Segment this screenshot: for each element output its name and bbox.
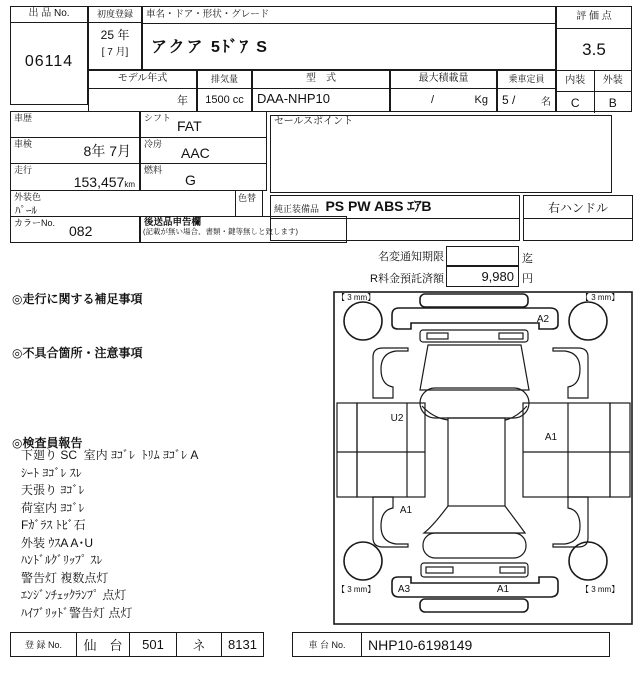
tire-note-front-right: 【 3 mm】 [581, 293, 620, 302]
mileage-unit: km [124, 180, 135, 189]
name-change-suffix: 迄 [522, 253, 533, 265]
payload-cell [390, 70, 497, 112]
color-no-label: カラーNo. [14, 218, 56, 228]
windshield [420, 345, 529, 390]
inspection-cell [10, 137, 140, 164]
inspector-line: 天張り ﾖｺﾞﾚ [21, 483, 85, 497]
car-name-value: アクア 5ﾄﾞｱ S [151, 39, 269, 56]
lot-number-cell [10, 6, 88, 105]
front-lights-bar [420, 330, 528, 342]
inspector-line: 下廻り SC 室内 ﾖｺﾞﾚ ﾄﾘﾑ ﾖｺﾞﾚ A [21, 448, 199, 462]
front-bumper [392, 308, 558, 329]
tire-note-front-left: 【 3 mm】 [337, 293, 376, 302]
inspector-line: ｴﾝｼﾞﾝﾁｪｯｸﾗﾝﾌﾟ 点灯 [21, 588, 127, 602]
capacity-value: 5 / [502, 93, 516, 107]
damage-label-rear-bumper-center: A1 [496, 584, 510, 595]
vehicle-diagram [333, 291, 633, 625]
history-label: 車歴 [14, 113, 33, 123]
damage-label-rear-bumper-left: A3 [397, 584, 411, 595]
repaint-label: 色替 [238, 193, 257, 203]
handle-extra-cell [523, 218, 633, 241]
equipment-label: 純正装備品 [274, 204, 320, 214]
inspector-line: ﾊﾝﾄﾞﾙｸﾞﾘｯﾌﾟ ｽﾚ [21, 553, 103, 567]
rear-bottom-strip [420, 599, 528, 612]
payload-unit: Kg [474, 94, 488, 106]
chassis-value-cell [361, 632, 610, 657]
exterior-label: 外装 [602, 75, 623, 86]
inspection-label: 車検 [14, 139, 33, 149]
payload-label: 最大積載量 [391, 71, 496, 89]
repaint-cell [235, 190, 263, 217]
history-cell [10, 111, 140, 138]
recycle-box [446, 266, 519, 287]
sales-point-label: セールスポイント [274, 116, 354, 127]
capacity-cell [497, 70, 556, 112]
tire-rear-right-icon [569, 542, 607, 580]
inspector-report [21, 447, 331, 622]
displacement-cell [197, 70, 252, 112]
shift-value: FAT [177, 118, 202, 134]
rear-window [424, 506, 525, 533]
tire-rear-left-icon [344, 542, 382, 580]
shift-cell [140, 111, 267, 138]
mileage-cell [10, 163, 140, 191]
first-registration-year: 25 年 [100, 28, 130, 42]
inspector-line: ｼｰﾄ ﾖｺﾞﾚ ｽﾚ [21, 465, 82, 480]
color-no-value: 082 [69, 223, 93, 239]
registration-class-cell [129, 632, 177, 657]
right-sill [610, 403, 630, 497]
equipment-value: PS PW ABS ｴｱB [325, 198, 432, 214]
first-registration-cell [88, 6, 142, 70]
model-year-label: モデル年式 [89, 71, 196, 89]
name-change-value [447, 247, 518, 265]
model-year-cell [88, 70, 197, 112]
payload-value: / [431, 94, 435, 106]
recycle-label: R料金預託済額 [370, 273, 444, 285]
fuel-cell [140, 163, 267, 191]
cabin-roof [448, 418, 505, 506]
tire-front-right-icon [569, 302, 607, 340]
damage-label-left-rear-quarter: A1 [399, 505, 413, 516]
registration-number-cell [221, 632, 264, 657]
tire-front-left-icon [344, 302, 382, 340]
fender-front-right [553, 348, 588, 398]
body-color-label: 外装色 [14, 192, 42, 202]
model-year-value: 年 [177, 95, 188, 107]
score-block [556, 6, 632, 112]
registration-kana-cell [176, 632, 222, 657]
fender-front-left [373, 348, 408, 398]
later-items-note: (記載が無い場合、書類・鍵等無しと致します) [143, 227, 298, 236]
registration-label-cell [10, 632, 77, 657]
ac-label: 冷房 [144, 139, 163, 149]
inspector-line: ﾊｲﾌﾞﾘｯﾄﾞ警告灯 点灯 [21, 605, 133, 620]
interior-label: 内装 [557, 71, 595, 91]
chassis-label: 車 台 No. [308, 640, 346, 650]
inspector-heading: ◎検査員報告 [12, 436, 83, 450]
mileage-notes-heading: ◎走行に関する補足事項 [12, 292, 143, 306]
registration-class: 501 [142, 637, 164, 652]
capacity-label: 乗車定員 [498, 71, 555, 89]
handle-value: 右ハンドル [547, 200, 608, 215]
inspection-value: 8年 7月 [83, 142, 131, 159]
capacity-unit: 名 [541, 96, 551, 108]
body-color-value: ﾊﾟｰﾙ [15, 205, 37, 217]
displacement-value: 1500 cc [205, 94, 244, 106]
rear-hatch [423, 533, 526, 558]
color-no-cell [10, 216, 140, 243]
equipment-cell [270, 195, 520, 219]
taillight-right-icon [500, 567, 525, 573]
ac-cell [140, 137, 267, 164]
inspector-line: 警告灯 複数点灯 [21, 570, 109, 585]
chassis-label-cell [292, 632, 362, 657]
registration-number: 8131 [228, 637, 257, 652]
taillight-left-icon [426, 567, 453, 573]
left-sill [337, 403, 357, 497]
shift-label: シフト [144, 113, 172, 123]
fuel-label: 燃料 [144, 165, 163, 175]
interior-grade: C [557, 92, 595, 113]
fender-rear-right [553, 497, 588, 547]
registration-kana: ネ [192, 638, 206, 653]
car-name-cell [142, 6, 556, 70]
headlight-right-icon [499, 333, 523, 339]
name-change-box [446, 246, 519, 266]
score-value: 3.5 [557, 29, 631, 71]
score-label: 評 価 点 [557, 7, 631, 29]
lot-number-value: 06114 [24, 53, 74, 70]
registration-label: 登 録 No. [24, 640, 62, 650]
fuel-value: G [185, 172, 196, 188]
body-color-cell [10, 190, 236, 217]
registration-area: 仙 台 [83, 638, 123, 653]
chassis-value: NHP10-6198149 [368, 637, 473, 653]
inspector-line: 荷室内 ﾖｺﾞﾚ [21, 500, 85, 515]
damage-label-right-side: A1 [544, 432, 558, 443]
front-top-strip [420, 294, 528, 307]
car-name-header: 車名・ドア・形状・グレード [143, 7, 555, 24]
model-code-value: DAA-NHP10 [257, 91, 330, 106]
name-change-label: 名変通知期限 [378, 251, 444, 263]
ac-value: AAC [181, 145, 210, 161]
inspector-line: Fｶﾞﾗｽ ﾄﾋﾞ石 [21, 518, 86, 532]
first-registration-label: 初度登録 [89, 7, 141, 23]
rear-bumper [392, 577, 558, 597]
right-side-panel [523, 403, 610, 497]
inspector-line: 外装 ｳｽA A･U [21, 535, 94, 550]
tire-note-rear-right: 【 3 mm】 [581, 585, 620, 594]
recycle-value: 9,980 [481, 269, 514, 284]
tire-note-rear-left: 【 3 mm】 [337, 585, 376, 594]
model-code-label: 型 式 [253, 71, 389, 89]
roof-front [420, 388, 529, 418]
handle-cell [523, 195, 633, 219]
later-items-label: 後送品申告欄 [144, 217, 202, 228]
headlight-left-icon [427, 333, 448, 339]
equipment-extra-cell [270, 218, 520, 241]
mileage-label: 走行 [14, 165, 33, 175]
damage-label-front-bumper: A2 [536, 314, 550, 325]
defects-heading: ◎不具合箇所・注意事項 [12, 346, 143, 360]
sales-point-box [270, 115, 612, 193]
damage-label-left-front-door: U2 [390, 413, 404, 424]
rear-lights-bar [421, 563, 528, 577]
recycle-unit: 円 [522, 273, 533, 285]
lot-number-label: 出 品 No. [11, 7, 87, 23]
registration-area-cell [76, 632, 130, 657]
exterior-grade: B [608, 95, 617, 110]
model-code-cell [252, 70, 390, 112]
first-registration-month: [ 7 月] [101, 47, 129, 58]
mileage-value: 153,457 [73, 174, 125, 190]
displacement-label: 排気量 [198, 71, 251, 89]
